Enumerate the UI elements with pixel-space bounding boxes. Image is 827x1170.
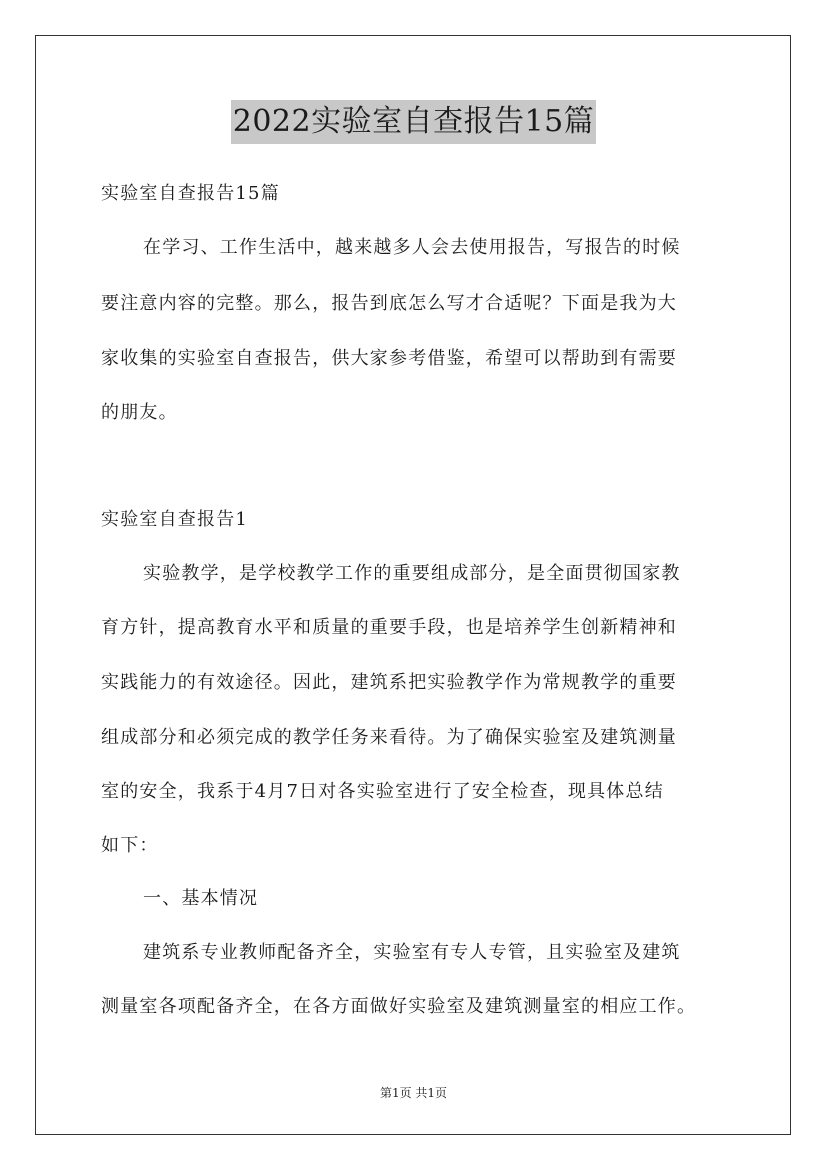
intro-line: 家收集的实验室自查报告，供大家参考借鉴，希望可以帮助到有需要 — [101, 348, 677, 369]
sub-heading: 一、基本情况 — [143, 888, 259, 909]
sub-body-line: 建筑系专业教师配备齐全，实验室有专人专管，且实验室及建筑 — [143, 942, 681, 963]
section-body-line: 实验教学，是学校教学工作的重要组成部分，是全面贯彻国家教 — [143, 563, 681, 584]
section-body-line: 如下： — [101, 835, 159, 856]
page-footer: 第1页 共1页 — [379, 1086, 448, 1100]
section-body-line: 育方针，提高教育水平和质量的重要手段，也是培养学生创新精神和 — [101, 617, 677, 638]
section-body-line: 实践能力的有效途径。因此，建筑系把实验教学作为常规教学的重要 — [101, 672, 677, 693]
section-body-line: 室的安全，我系于4月7日对各实验室进行了安全检查，现具体总结 — [101, 781, 664, 802]
section-body-line: 组成部分和必须完成的教学任务来看待。为了确保实验室及建筑测量 — [101, 727, 677, 748]
intro-line: 在学习、工作生活中，越来越多人会去使用报告，写报告的时候 — [143, 237, 681, 258]
title-wrap — [0, 100, 827, 144]
sub-body-line: 测量室各项配备齐全，在各方面做好实验室及建筑测量室的相应工作。 — [101, 996, 697, 1017]
intro-line: 的朋友。 — [101, 402, 178, 423]
document-subtitle: 实验室自查报告15篇 — [101, 183, 280, 204]
intro-line: 要注意内容的完整。那么，报告到底怎么写才合适呢？下面是我为大 — [101, 293, 677, 314]
section-heading: 实验室自查报告1 — [101, 509, 249, 530]
document-title: 2022实验室自查报告15篇 — [231, 100, 597, 144]
